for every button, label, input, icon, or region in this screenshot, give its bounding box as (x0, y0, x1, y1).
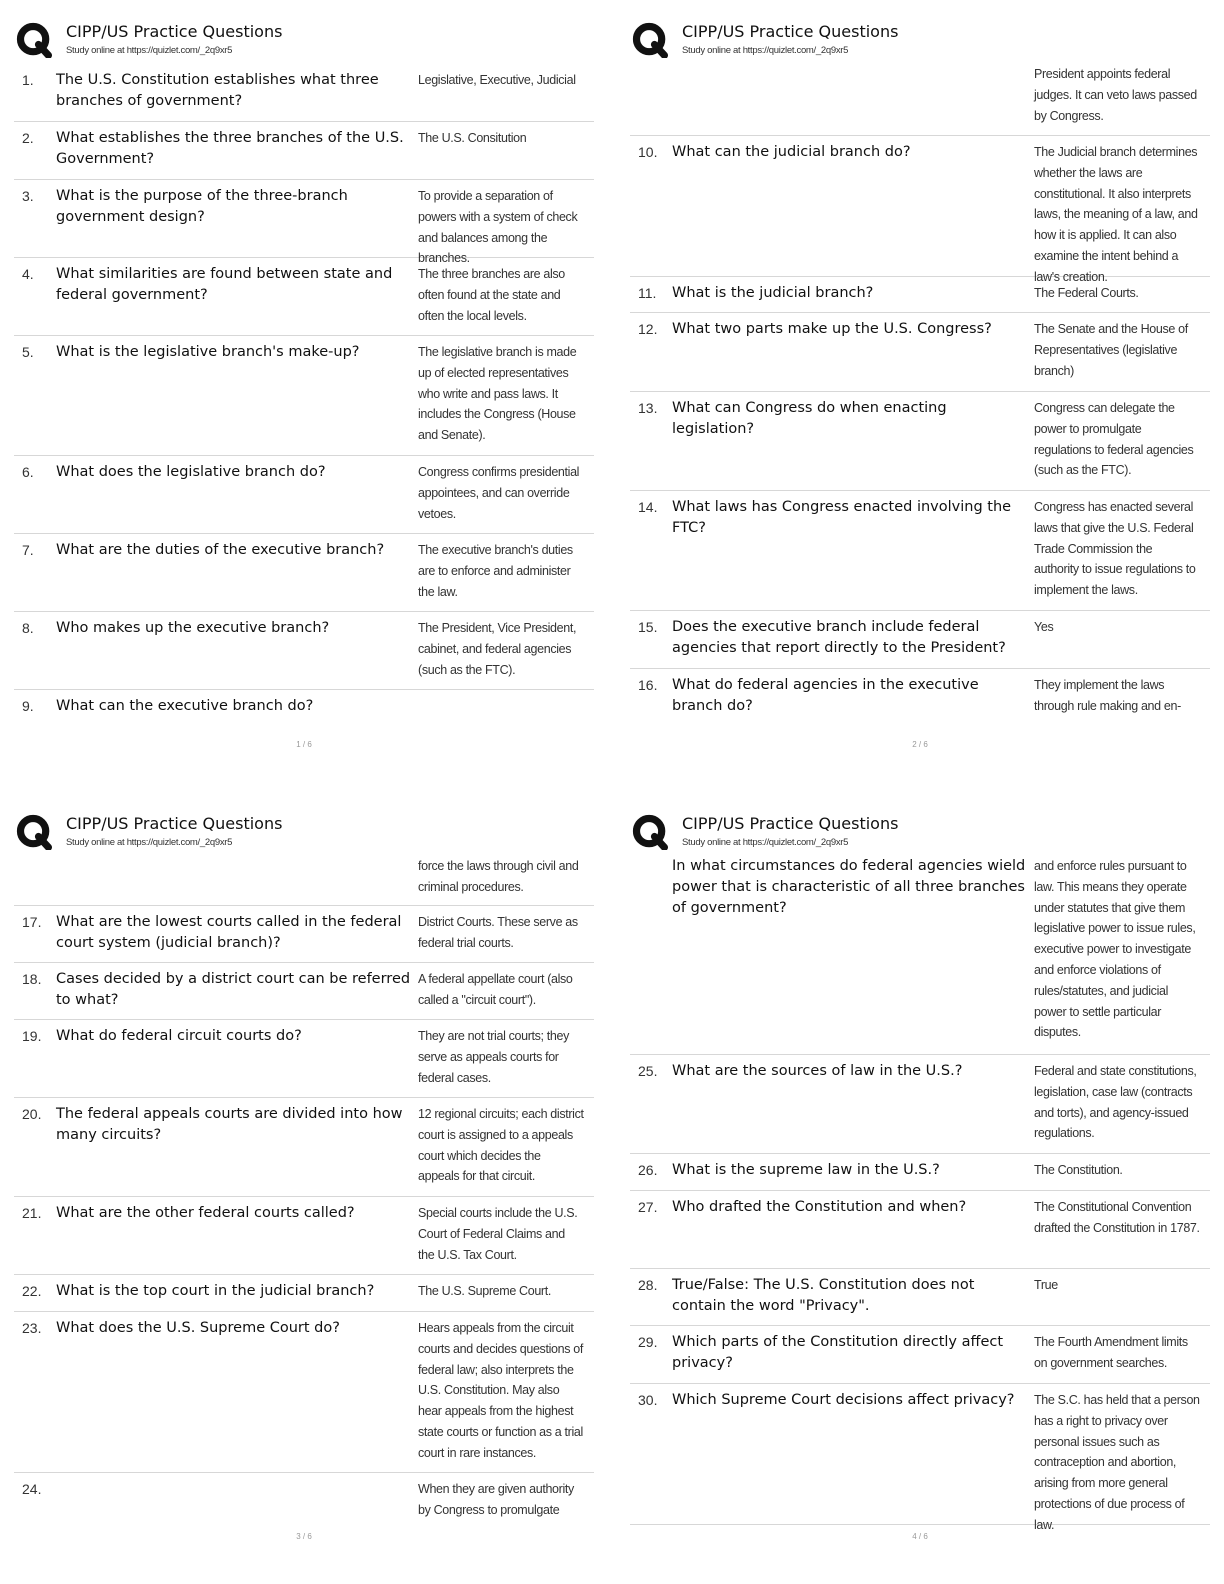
answer-text: The Judicial branch determines whether the laws are constitutional. It also interprets laws, the meaning of a law, and how it is applied. It can also examine the intent behind a law's creation. (1034, 145, 1198, 284)
question-number: 28. (638, 1277, 658, 1293)
answer-text: The Constitution. (1034, 1163, 1123, 1177)
question-number: 29. (638, 1334, 658, 1350)
answer-text: To provide a separation of powers with a system of check and balances among the branches. (418, 189, 578, 266)
answer-text: Hears appeals from the circuit courts and decides questions of federal law; also interprets the U.S. Constitution. May also hear appeals from the highest state courts or function as a trial court in rare instances. (418, 1321, 583, 1460)
question-number: 10. (638, 144, 658, 160)
question-text: The U.S. Constitution establishes what three branches of government? (56, 72, 379, 109)
question-number: 18. (22, 971, 42, 987)
question-number (14, 856, 56, 897)
answer-text: They implement the laws through rule making and en- (1034, 678, 1181, 713)
question-text: What is the top court in the judicial branch? (56, 1283, 375, 1299)
answer-text: The Senate and the House of Representatives (legislative branch) (1034, 322, 1188, 378)
quizlet-logo-icon (16, 22, 52, 58)
question-number: 17. (22, 914, 42, 930)
question-text: What similarities are found between state and federal government? (56, 266, 393, 303)
page-3 (14, 812, 594, 1582)
page-2 (630, 20, 1210, 790)
question-number: 25. (638, 1063, 658, 1079)
answer-text: Special courts include the U.S. Court of Federal Claims and the U.S. Tax Court. (418, 1206, 578, 1262)
quizlet-logo-icon (632, 814, 668, 850)
question-text: In what circumstances do federal agencies wield power that is characteristic of all three branches of government? (672, 858, 1026, 916)
question-row (630, 1326, 1210, 1384)
question-row (14, 534, 594, 612)
question-row (14, 1312, 594, 1473)
question-number (630, 856, 672, 1046)
question-number: 23. (22, 1320, 42, 1336)
question-row (14, 336, 594, 456)
question-text: Who makes up the executive branch? (56, 620, 330, 636)
question-row (14, 690, 594, 730)
question-row (630, 1154, 1210, 1191)
question-row (14, 456, 594, 534)
answer-text: 12 regional circuits; each district court is assigned to a appeals court which decides the appeals for that circuit. (418, 1107, 584, 1184)
header-title: CIPP/US Practice Questions (66, 814, 283, 833)
question-text (56, 856, 418, 897)
page-header (14, 812, 594, 856)
page-number: 2 / 6 (912, 740, 928, 749)
question-text (672, 64, 1034, 127)
answer-text: The U.S. Supreme Court. (418, 1284, 551, 1298)
header-subtitle: Study online at https://quizlet.com/_2q9xr5 (682, 837, 849, 848)
question-row (630, 64, 1210, 136)
question-number: 22. (22, 1283, 42, 1299)
answer-text: The President, Vice President, cabinet, and federal agencies (such as the FTC). (418, 621, 577, 677)
question-text: The federal appeals courts are divided into how many circuits? (56, 1106, 403, 1143)
answer-text: Yes (1034, 620, 1054, 634)
question-text: What do federal circuit courts do? (56, 1028, 302, 1044)
question-row (630, 856, 1210, 1055)
answer-text (418, 696, 584, 722)
answer-text: and enforce rules pursuant to law. This means they operate under statutes that give them legislative power to issue rules, executive power to investigate and enforce violations of rules/statutes, and judicial power to settle particular disputes. (1034, 859, 1196, 1040)
question-text: What is the purpose of the three-branch government design? (56, 188, 348, 225)
question-row (14, 963, 594, 1020)
answer-text: Federal and state constitutions, legislation, case law (contracts and torts), and agency-issued regulations. (1034, 1064, 1197, 1141)
answer-text: Congress confirms presidential appointees, and can override vetoes. (418, 465, 580, 521)
question-row (630, 392, 1210, 491)
question-number (630, 64, 672, 127)
question-text: What two parts make up the U.S. Congress? (672, 321, 992, 337)
answer-text: The U.S. Consitution (418, 131, 527, 145)
question-number: 5. (22, 344, 34, 360)
question-row (14, 64, 594, 122)
question-number: 30. (638, 1392, 658, 1408)
page-header (630, 20, 1210, 64)
question-row (14, 1020, 594, 1098)
question-row (630, 136, 1210, 284)
page-number: 1 / 6 (296, 740, 312, 749)
question-number: 20. (22, 1106, 42, 1122)
question-text: What does the U.S. Supreme Court do? (56, 1320, 340, 1336)
question-text: What can the judicial branch do? (672, 144, 911, 160)
question-row (14, 1197, 594, 1275)
answer-text: The executive branch's duties are to enforce and administer the law. (418, 543, 573, 599)
page-number: 4 / 6 (912, 1532, 928, 1541)
question-row (14, 1098, 594, 1197)
question-list (630, 856, 1210, 1532)
question-number: 24. (22, 1481, 42, 1497)
question-row (630, 1055, 1210, 1154)
answer-text: Legislative, Executive, Judicial (418, 73, 576, 87)
question-row (14, 1275, 594, 1312)
header-subtitle: Study online at https://quizlet.com/_2q9xr5 (66, 45, 233, 56)
question-number: 6. (22, 464, 34, 480)
question-row (14, 122, 594, 180)
question-text: What are the duties of the executive branch? (56, 542, 385, 558)
header-title: CIPP/US Practice Questions (682, 22, 899, 41)
question-number: 9. (22, 698, 34, 714)
answer-text: A federal appellate court (also called a "circuit court"). (418, 972, 573, 1007)
header-title: CIPP/US Practice Questions (682, 814, 899, 833)
question-row (14, 612, 594, 690)
question-list (14, 856, 594, 1523)
question-number: 27. (638, 1199, 658, 1215)
question-text: Cases decided by a district court can be referred to what? (56, 971, 411, 1008)
answer-text: The Constitutional Convention drafted the Constitution in 1787. (1034, 1200, 1200, 1235)
question-text: Who drafted the Constitution and when? (672, 1199, 967, 1215)
question-number: 15. (638, 619, 658, 635)
question-row (630, 1191, 1210, 1269)
question-text: True/False: The U.S. Constitution does not contain the word "Privacy". (672, 1277, 975, 1314)
question-text: What laws has Congress enacted involving the FTC? (672, 499, 1012, 536)
question-row (14, 856, 594, 906)
question-number: 14. (638, 499, 658, 515)
page-number: 3 / 6 (296, 1532, 312, 1541)
question-text: What are the other federal courts called? (56, 1205, 355, 1221)
question-text: What are the sources of law in the U.S.? (672, 1063, 963, 1079)
answer-text: The Federal Courts. (1034, 286, 1139, 300)
page-1 (14, 20, 594, 790)
answer-text: The legislative branch is made up of elected representatives who write and pass laws. It includes the Congress (House and Senate). (418, 345, 577, 443)
answer-text: Congress has enacted several laws that give the U.S. Federal Trade Commission the authority to issue regulations to implement the laws. (1034, 500, 1196, 598)
question-number: 1. (22, 72, 34, 88)
question-number: 16. (638, 677, 658, 693)
question-text: What establishes the three branches of the U.S. Government? (56, 130, 404, 167)
question-row (630, 277, 1210, 313)
question-number: 8. (22, 620, 34, 636)
question-row (630, 611, 1210, 669)
answer-text: Congress can delegate the power to promulgate regulations to federal agencies (such as the FTC). (1034, 401, 1194, 478)
question-row (14, 906, 594, 963)
question-number: 4. (22, 266, 34, 282)
question-text: What is the judicial branch? (672, 285, 874, 301)
quizlet-logo-icon (16, 814, 52, 850)
question-number: 19. (22, 1028, 42, 1044)
question-text (56, 1479, 418, 1515)
answer-text: President appoints federal judges. It can veto laws passed by Congress. (1034, 67, 1197, 123)
question-list (630, 64, 1210, 719)
question-text: What is the legislative branch's make-up? (56, 344, 360, 360)
answer-text: The S.C. has held that a person has a right to privacy over personal issues such as contraception and abortion, arising from more general protections of due process of law. (1034, 1393, 1200, 1532)
question-row (14, 258, 594, 336)
question-row (630, 491, 1210, 611)
page-header (14, 20, 594, 64)
answer-text: They are not trial courts; they serve as appeals courts for federal cases. (418, 1029, 570, 1085)
answer-text: When they are given authority by Congress to promulgate (418, 1482, 574, 1517)
question-text: Does the executive branch include federal agencies that report directly to the President? (672, 619, 1006, 656)
question-row (630, 1384, 1210, 1532)
header-title: CIPP/US Practice Questions (66, 22, 283, 41)
header-subtitle: Study online at https://quizlet.com/_2q9xr5 (682, 45, 849, 56)
question-number: 11. (638, 285, 657, 301)
question-text: What are the lowest courts called in the federal court system (judicial branch)? (56, 914, 402, 951)
answer-text: The Fourth Amendment limits on government searches. (1034, 1335, 1188, 1370)
question-text: Which parts of the Constitution directly affect privacy? (672, 1334, 1004, 1371)
question-number: 12. (638, 321, 658, 337)
question-text: What can Congress do when enacting legislation? (672, 400, 947, 437)
header-subtitle: Study online at https://quizlet.com/_2q9xr5 (66, 837, 233, 848)
question-row (630, 669, 1210, 719)
question-row (14, 180, 594, 266)
question-row (630, 313, 1210, 392)
page-header (630, 812, 1210, 856)
answer-text: The three branches are also often found at the state and often the local levels. (418, 267, 565, 323)
question-text: What is the supreme law in the U.S.? (672, 1162, 940, 1178)
question-text: What do federal agencies in the executive branch do? (672, 677, 979, 714)
question-number: 13. (638, 400, 658, 416)
page-4 (630, 812, 1210, 1582)
question-row (14, 1473, 594, 1523)
question-number: 7. (22, 542, 34, 558)
question-text: What can the executive branch do? (56, 698, 314, 714)
question-list (14, 64, 594, 730)
question-number: 26. (638, 1162, 658, 1178)
question-number: 2. (22, 130, 34, 146)
answer-text: District Courts. These serve as federal trial courts. (418, 915, 578, 950)
question-text: Which Supreme Court decisions affect privacy? (672, 1392, 1015, 1408)
question-text: What does the legislative branch do? (56, 464, 326, 480)
answer-text: True (1034, 1278, 1058, 1292)
question-number: 3. (22, 188, 34, 204)
question-number: 21. (22, 1205, 42, 1221)
answer-text: force the laws through civil and criminal procedures. (418, 859, 579, 894)
question-row (630, 1269, 1210, 1326)
quizlet-logo-icon (632, 22, 668, 58)
